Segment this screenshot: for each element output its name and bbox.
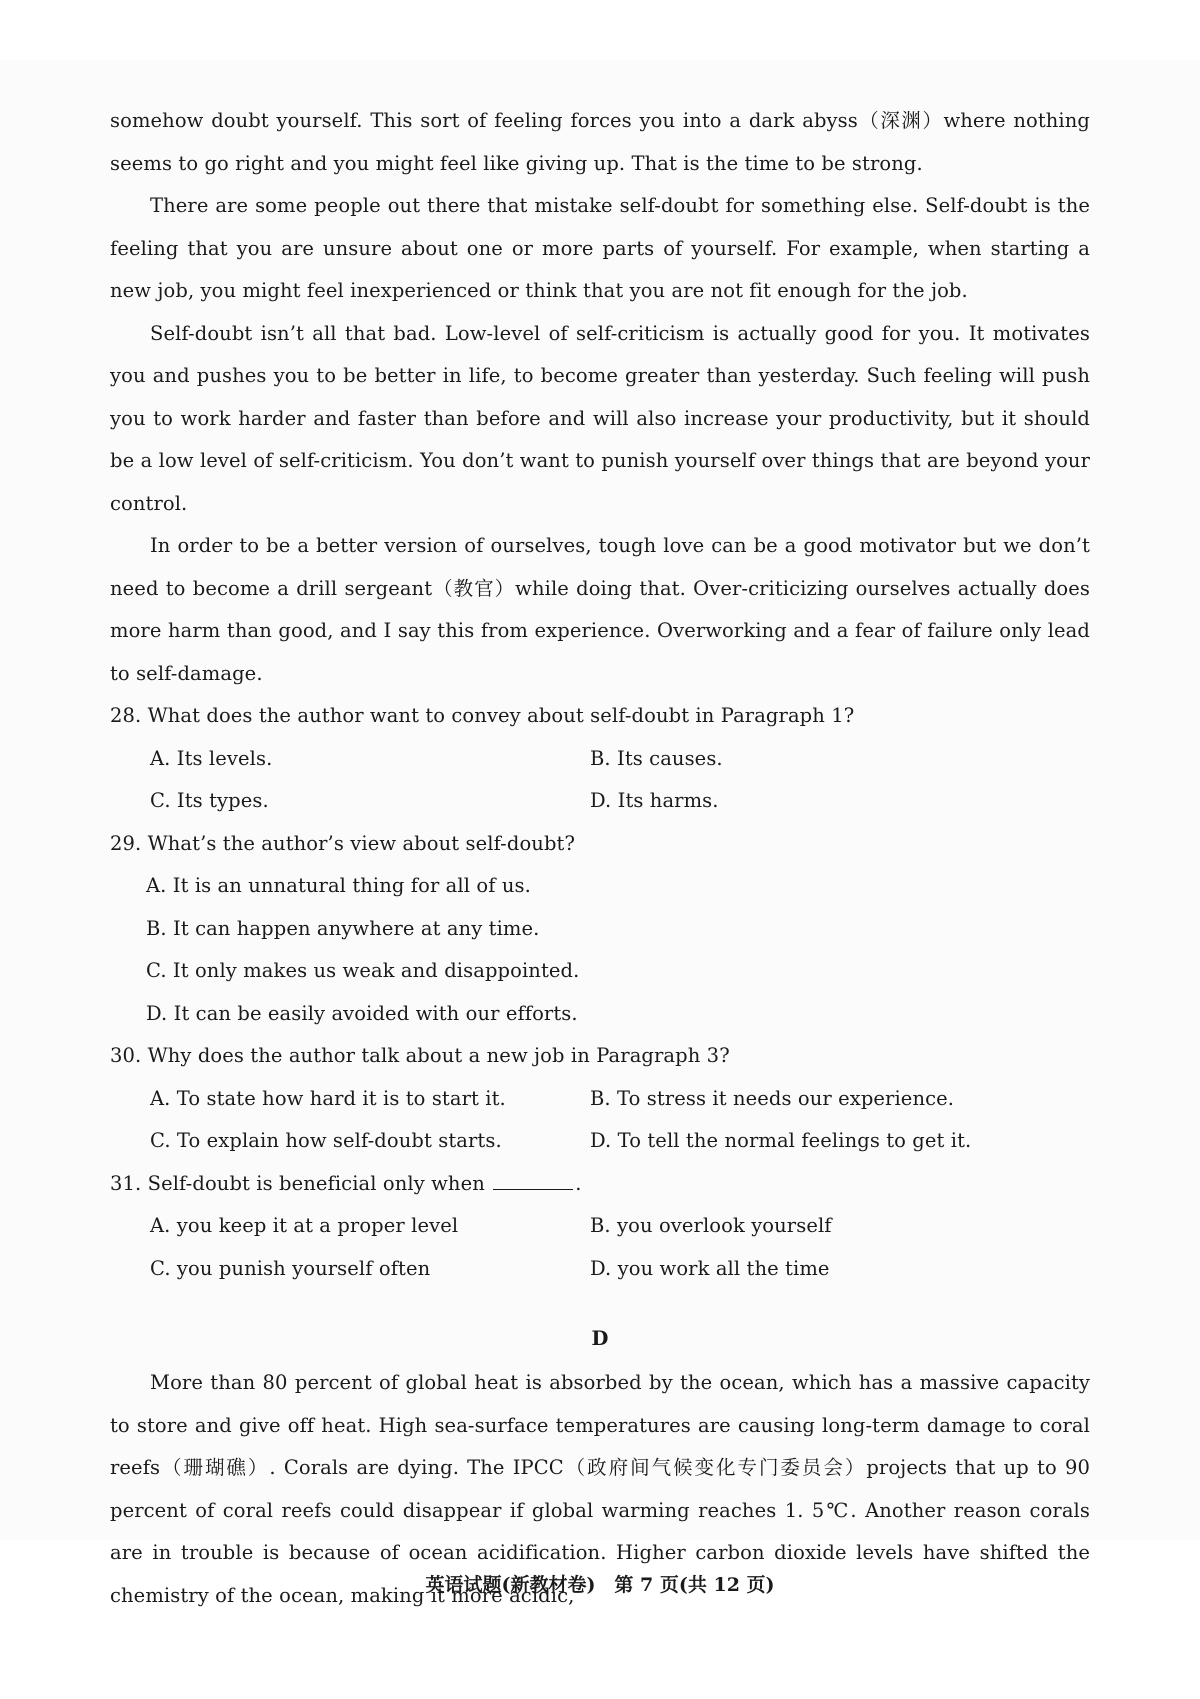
question-30-options [150,1078,1090,1163]
question-30-option-b[interactable]: B. To stress it needs our experience. [590,1086,955,1110]
question-29 [110,823,1090,1036]
page-footer: 英语试题(新教材卷) 第 7 页(共 12 页) [425,1574,775,1596]
passage-c-paragraph-1-continued: somehow doubt yourself. This sort of feeling forces you into a dark abyss（深渊）where nothing seems to go right and you might feel like giving up. That is the time to be strong. [110,109,1090,175]
question-28-stem: 28. What does the author want to convey about self-doubt in Paragraph 1? [110,704,855,727]
question-30-option-a[interactable]: A. To state how hard it is to start it. [150,1086,506,1110]
question-28-option-b[interactable]: B. Its causes. [590,746,723,770]
question-31 [110,1163,1090,1291]
question-29-options [146,865,1090,1035]
question-31-option-b[interactable]: B. you overlook yourself [590,1214,832,1237]
passage-c-paragraph-3: Self-doubt isn’t all that bad. Low-level of self-criticism is actually good for you. It motivates you and pushes you to be better in life, to become greater than yesterday. Such feeling will push you to work harder and faster than before and will also increase your productivity, but it should be a low level of self-criticism. You don’t want to punish yourself over things that are beyond your control. [110,321,1090,515]
passage-d-paragraph-1: More than 80 percent of global heat is absorbed by the ocean, which has a massive capacity to store and give off heat. High sea-surface temperatures are causing long-term damage to coral reefs（珊瑚礁）. Corals are dying. The IPCC（政府间气候变化专门委员会）projects that up to 90 percent of coral reefs could disappear if global warming reaches 1. 5℃. Another reason corals are in trouble is because of ocean acidification. Higher carbon dioxide levels have shifted the chemistry of the ocean, making it more acidic, [110,1371,1090,1607]
question-30-option-d[interactable]: D. To tell the normal feelings to get it. [590,1129,972,1152]
question-31-options [150,1205,1090,1290]
question-29-option-b[interactable]: B. It can happen anywhere at any time. [146,916,540,940]
question-29-option-d[interactable]: D. It can be easily avoided with our efforts. [146,1001,578,1025]
question-28-options [150,738,1090,823]
question-28 [110,695,1090,823]
question-29-option-a[interactable]: A. It is an unnatural thing for all of us. [146,874,531,897]
passage-c-paragraph-4: In order to be a better version of ourselves, tough love can be a good motivator but we don’t need to become a drill sergeant（教官）while doing that. Over-criticizing ourselves actually does more harm than good, and I say this from experience. Overworking and a fear of failure only lead to self-damage. [110,534,1090,685]
question-31-option-d[interactable]: D. you work all the time [590,1256,830,1280]
section-d-title: D [591,1327,609,1350]
question-29-stem: 29. What’s the author’s view about self-doubt? [110,831,576,855]
question-28-option-d[interactable]: D. Its harms. [590,789,719,812]
question-30 [110,1035,1090,1163]
question-28-option-a[interactable]: A. Its levels. [150,746,273,770]
question-31-option-a[interactable]: A. you keep it at a proper level [150,1214,459,1237]
question-30-option-c[interactable]: C. To explain how self-doubt starts. [150,1129,502,1152]
exam-page [0,60,1200,1607]
question-31-option-c[interactable]: C. you punish yourself often [150,1256,431,1280]
question-31-stem-text: 31. Self-doubt is beneficial only when [110,1171,485,1195]
question-29-option-c[interactable]: C. It only makes us weak and disappointed. [146,959,580,982]
question-31-stem [110,1163,1090,1206]
question-30-stem: 30. Why does the author talk about a new job in Paragraph 3? [110,1044,730,1067]
page-content [110,100,1090,1617]
question-28-option-c[interactable]: C. Its types. [150,789,269,812]
answer-blank [493,1175,573,1190]
passage-c-paragraph-2: There are some people out there that mistake self-doubt for something else. Self-doubt is the feeling that you are unsure about one or more parts of yourself. For example, when starting a new job, you might feel inexperienced or think that you are not fit enough for the job. [110,194,1090,302]
question-31-stem-end: . [575,1171,582,1195]
